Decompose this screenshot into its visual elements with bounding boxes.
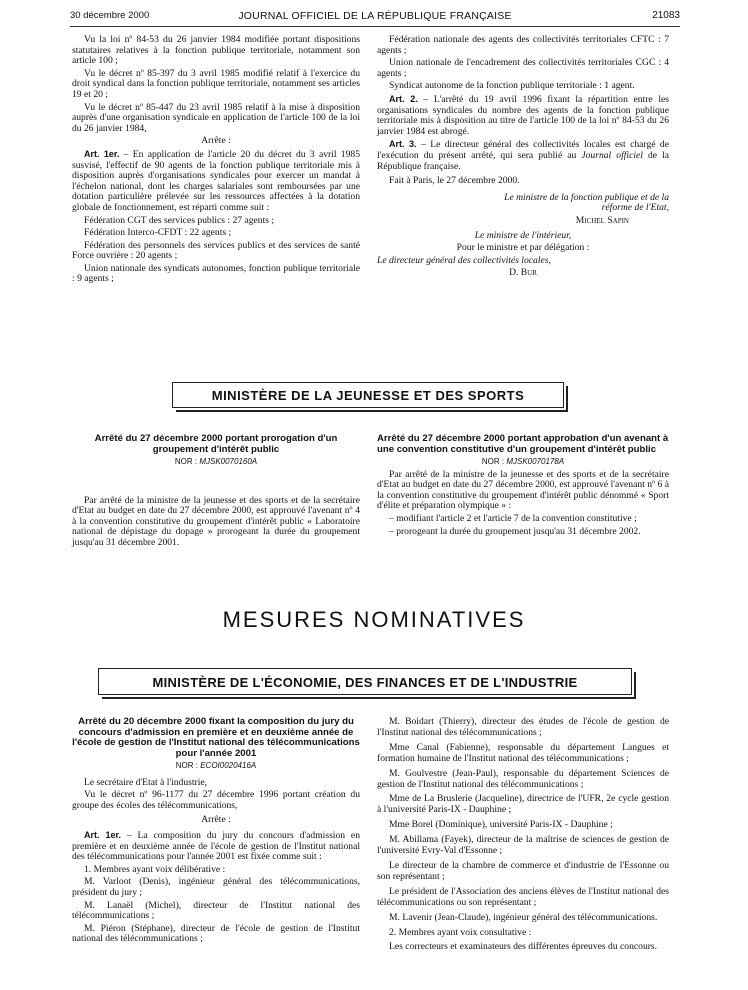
jury-member: M. Varloot (Denis), ingénieur général des télécommunications, président du jury ; bbox=[72, 876, 360, 898]
jury-member: M. Lavenir (Jean-Claude), ingénieur général des télécommunications. bbox=[389, 911, 658, 923]
jury-member: Mme Canal (Fabienne), responsable du département Langues et formation humaine de l'Institut national des télécommunications ; bbox=[377, 741, 669, 764]
list-item: Union nationale des syndicats autonomes, fonction publique territoriale : 9 agents ; bbox=[72, 262, 360, 285]
fait-a-paris: Fait à Paris, le 27 décembre 2000. bbox=[389, 175, 520, 187]
jury-member: Mme Borel (Dominique), université Paris-IX - Dauphine ; bbox=[389, 819, 613, 831]
header-journal-title: JOURNAL OFFICIEL DE LA RÉPUBLIQUE FRANÇAISE bbox=[238, 10, 512, 22]
jury-member: Le président de l'Association des anciens élèves de l'Institut national des télécommunications ou son représentant ; bbox=[377, 885, 669, 908]
jury-member: M. Lanaël (Michel), directeur de l'Institut national des télécommunications ; bbox=[72, 899, 360, 922]
article-label: Art. 1er. bbox=[84, 148, 120, 159]
article-label: Art. 3. bbox=[389, 139, 417, 150]
nor-code: MJSK0070178A bbox=[506, 457, 565, 466]
top-left-column bbox=[72, 35, 360, 287]
decree-title: Arrêté du 27 décembre 2000 portant prorogation d'un groupement d'intérêt public bbox=[94, 433, 338, 455]
article-label: Art. 2. bbox=[389, 93, 418, 104]
decree-title: Arrêté du 20 décembre 2000 fixant la composition du jury du concours d'admission en première et en deuxième année de l'école de gestion de l'Institut national des télécommunications pour l'année 2001 bbox=[72, 716, 360, 759]
nor-label: NOR : bbox=[481, 457, 507, 466]
nor-label: NOR : bbox=[174, 457, 200, 466]
nor-code: MJSK0070160A bbox=[199, 457, 258, 466]
ministry-title: MINISTÈRE DE L'ÉCONOMIE, DES FINANCES ET DE L'INDUSTRIE bbox=[152, 675, 578, 690]
visa-paragraph: Vu le décret nº 85-447 du 23 avril 1985 relatif à la mise à disposition auprès d'une organisation syndicale en application de l'article 100 de la loi du 26 janvier 1984, bbox=[72, 101, 360, 134]
nor-label: NOR : bbox=[175, 761, 201, 770]
visa-paragraph: Vu le décret nº 85-397 du 3 avril 1985 modifié relatif à l'exercice du droit syndical dans la fonction publique territoriale, notamment ses articles 19 et 20 ; bbox=[72, 67, 360, 100]
journal-officiel-ref: Journal officiel bbox=[581, 149, 643, 161]
section-heading-mesures: MESURES NOMINATIVES bbox=[222, 607, 526, 632]
list-item: – modifiant l'article 2 et l'article 7 de la convention constitutive ; bbox=[389, 512, 637, 524]
header-date: 30 décembre 2000 bbox=[70, 10, 150, 21]
article-label: Art. 1er. bbox=[84, 829, 121, 840]
article-text: – L'arrêté du 19 avril 1996 fixant la répartition entre les organisations syndicales du nombre des agents de la fonction publique territoriale mis à disposition au titre de l'article 100 de la loi nº 84-53 du 26 janvier 1984 est abrogé. bbox=[377, 93, 669, 137]
ministry-title: MINISTÈRE DE LA JEUNESSE ET DES SPORTS bbox=[211, 388, 525, 403]
article-text: – En application de l'article 20 du décret du 3 avril 1985 susvisé, l'effectif de 90 agents de la fonction publique territoriale mis à disposition auprès d'organisations syndicales pour exercer un mandat à l'échelon national, dont les charges salariales sont remboursées par une dotation particulière prélevée sur les ressources affectées à la dotation globale de fonctionnement, est réparti comme suit : bbox=[72, 148, 360, 213]
jury-member: Mme de La Bruslerie (Jacqueline), directrice de l'UFR, 2e cycle gestion à l'université Paris-IX - Dauphine ; bbox=[377, 793, 669, 816]
nor-reference bbox=[377, 457, 669, 468]
jury-member: Le directeur de la chambre de commerce et d'industrie de l'Essonne ou son représentant ; bbox=[377, 859, 669, 882]
page-header bbox=[70, 10, 680, 27]
top-right-column bbox=[377, 35, 669, 281]
signature-role: Le directeur général des collectivités locales, bbox=[377, 254, 551, 266]
jury-member: M. Abillama (Fayek), directeur de la maîtrise de sciences de gestion de l'université Evry-Val d'Essonne ; bbox=[377, 834, 669, 857]
section-label: 2. Membres ayant voix consultative : bbox=[389, 926, 532, 938]
list-item: – prorogeant la durée du groupement jusqu'au 31 décembre 2002. bbox=[389, 525, 641, 537]
visa-paragraph: Vu le décret nº 96-1177 du 27 décembre 1996 portant création du groupe des écoles des télécommunications, bbox=[72, 789, 360, 811]
jury-member: M. Piéron (Stéphane), directeur de l'école de gestion de l'Institut national des télécommunications ; bbox=[72, 922, 360, 945]
decree-jury-left bbox=[72, 717, 360, 947]
list-item: Fédération CGT des services publics : 27 agents ; bbox=[84, 214, 275, 226]
nor-reference bbox=[72, 457, 360, 468]
decree-prorogation bbox=[72, 434, 360, 551]
section-label: 1. Membres ayant voix délibérative : bbox=[84, 863, 226, 875]
list-item: Syndicat autonome de la fonction publique territoriale : 1 agent. bbox=[389, 80, 635, 92]
jury-member: Les correcteurs et examinateurs des différentes épreuves du concours. bbox=[389, 941, 658, 953]
article-paragraph bbox=[377, 94, 669, 137]
jury-member: M. Goulvestre (Jean-Paul), responsable du département Sciences de gestion de l'Institut national des télécommunications ; bbox=[377, 767, 669, 790]
list-item: Fédération Interco-CFDT : 22 agents ; bbox=[84, 227, 232, 239]
list-item: Union nationale de l'encadrement des collectivités territoriales CGC : 4 agents ; bbox=[377, 57, 669, 79]
visa-paragraph: Vu la loi nº 84-53 du 26 janvier 1984 modifiée portant dispositions statutaires relatives à la fonction publique territoriale, notamment son article 100 ; bbox=[72, 34, 360, 67]
delegation-line: Pour le ministre et par délégation : bbox=[456, 242, 590, 254]
signature-title: Le ministre de l'intérieur, bbox=[474, 229, 572, 241]
decree-body: Par arrêté de la ministre de la jeunesse et des sports et de la secrétaire d'Etat au budget en date du 27 décembre 2000, est approuvé l'avenant nº 4 à la convention constitutive du groupement d'intérêt public « Laboratoire national de dépistage du dopage » prorogeant la durée du groupement jusqu'au 31 décembre 2001. bbox=[72, 494, 360, 548]
article-text: – Le directeur général des collectivités locales est chargé de l'exécution du présent arrêté, qui sera publié au bbox=[377, 139, 669, 161]
list-item: Fédération nationale des agents des collectivités territoriales CFTC : 7 agents ; bbox=[377, 34, 669, 56]
nor-code: ECOI0020416A bbox=[200, 761, 257, 770]
decree-jury-right bbox=[377, 717, 669, 955]
arrete-heading: Arrête : bbox=[201, 135, 231, 147]
header-page-number: 21083 bbox=[652, 10, 680, 21]
list-item: Fédération des personnels des services publics et des services de santé Force ouvrière : 20 agents ; bbox=[72, 239, 360, 262]
signature-title: Le ministre de la fonction publique et de la réforme de l'Etat, bbox=[504, 191, 669, 214]
decree-title: Arrêté du 27 décembre 2000 portant approbation d'un avenant à une convention constitutive d'un groupement d'intérêt public bbox=[377, 433, 669, 455]
ministry-banner bbox=[172, 382, 564, 408]
decree-body: Par arrêté de la ministre de la jeunesse et des sports et de la secrétaire d'Etat au budget en date du 27 décembre 2000, est approuvé l'avenant nº 6 à la convention constitutive du groupement d'intérêt public dénommé « Sport d'élite et préparation olympique » : bbox=[377, 468, 669, 512]
signature-name: Michel Sapin bbox=[575, 214, 629, 226]
signature-name: D. Bur bbox=[509, 267, 537, 279]
decree-approbation bbox=[377, 434, 669, 539]
article-paragraph bbox=[377, 139, 669, 172]
nor-reference bbox=[72, 761, 360, 772]
decree-body: Le secrétaire d'Etat à l'industrie, bbox=[84, 776, 208, 788]
ministry-banner bbox=[98, 668, 632, 695]
article-paragraph bbox=[72, 149, 360, 214]
arrete-heading: Arrête : bbox=[201, 814, 231, 826]
article-paragraph bbox=[72, 830, 360, 863]
jury-member: M. Boidart (Thierry), directeur des études de l'école de gestion de l'Institut national des télécommunications ; bbox=[377, 716, 669, 738]
article-text-end: de la République française. bbox=[377, 149, 670, 172]
article-text: – La composition du jury du concours d'admission en première et en deuxième année de l'école de gestion de l'Institut national des télécommunications pour l'année 2001 est fixée comme suit : bbox=[72, 829, 360, 863]
